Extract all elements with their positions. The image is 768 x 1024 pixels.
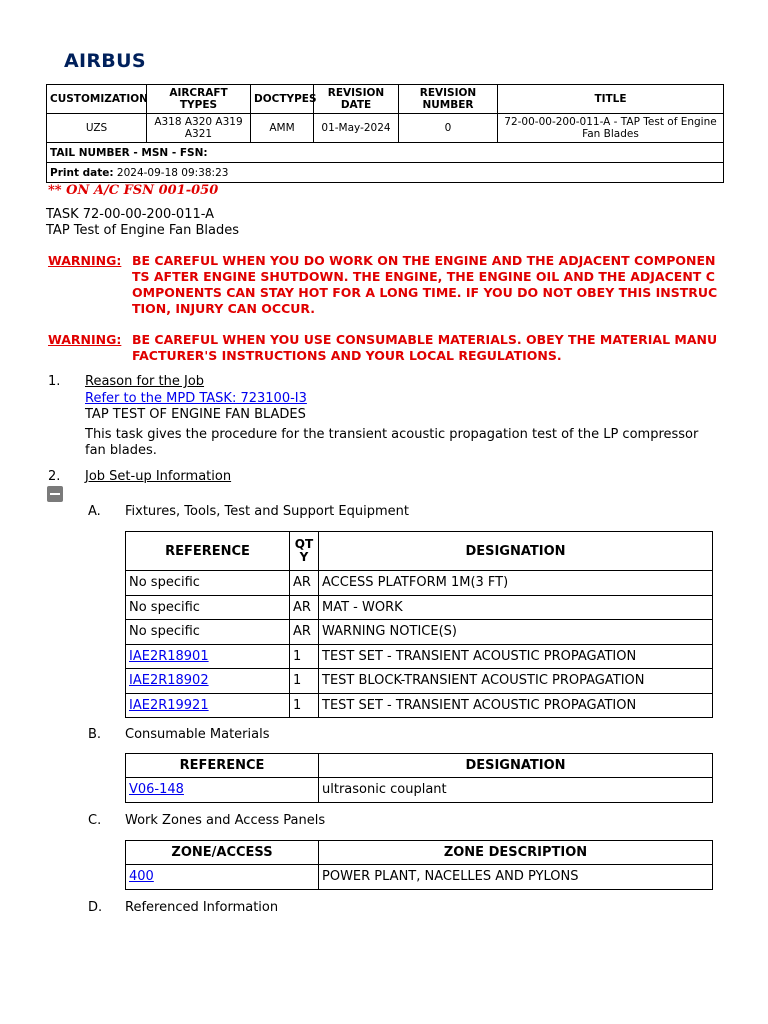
print-date-row bbox=[47, 163, 724, 183]
designation-cell: WARNING NOTICE(S) bbox=[319, 620, 713, 645]
title-value: 72-00-00-200-011-A - TAP Test of Engine Fan Blades bbox=[498, 114, 724, 143]
task-id: TASK 72-00-00-200-011-A bbox=[46, 207, 215, 222]
customization-value: UZS bbox=[47, 114, 147, 143]
qty-cell: AR bbox=[290, 620, 319, 645]
qty-cell: AR bbox=[290, 571, 319, 596]
document-header-table bbox=[46, 84, 724, 183]
table-row bbox=[126, 865, 713, 890]
revision-number-value: 0 bbox=[399, 114, 498, 143]
table-row bbox=[126, 620, 713, 645]
designation-cell: ACCESS PLATFORM 1M(3 FT) bbox=[319, 571, 713, 596]
section-1-number: 1. bbox=[48, 374, 61, 389]
task-title: TAP Test of Engine Fan Blades bbox=[46, 223, 240, 238]
tools-equipment-table bbox=[125, 531, 713, 718]
warning-consumables bbox=[48, 332, 722, 364]
subsection-c-title: Work Zones and Access Panels bbox=[125, 813, 326, 828]
qty-cell: 1 bbox=[290, 669, 319, 694]
effectivity-note: ** ON A/C FSN 001-050 bbox=[48, 183, 219, 198]
warning-hot-engine bbox=[48, 253, 722, 317]
qty-cell: 1 bbox=[290, 644, 319, 669]
header-customization: CUSTOMIZATION bbox=[47, 85, 147, 114]
column-header: DESIGNATION bbox=[319, 754, 713, 778]
header-revision-date: REVISION DATE bbox=[314, 85, 399, 114]
column-header: REFERENCE bbox=[126, 754, 319, 778]
warning-text: BE CAREFUL WHEN YOU DO WORK ON THE ENGINE AND THE ADJACENT COMPONENTS AFTER ENGINE SHUTDOWN. THE ENGINE, THE ENGINE OIL AND THE ADJACENT COMPONENTS CAN STAY HOT FOR A LONG TIME. IF YOU DO NOT OBEY THIS INSTRUCTION, INJURY CAN OCCUR. bbox=[132, 253, 718, 316]
column-header: ZONE/ACCESS bbox=[126, 841, 319, 865]
column-header: QTY bbox=[290, 532, 319, 571]
designation-cell: MAT - WORK bbox=[319, 595, 713, 620]
header-revision-number: REVISION NUMBER bbox=[399, 85, 498, 114]
revision-date-value: 01-May-2024 bbox=[314, 114, 399, 143]
subsection-d-letter: D. bbox=[88, 900, 103, 915]
warning-text: BE CAREFUL WHEN YOU USE CONSUMABLE MATERIALS. OBEY THE MATERIAL MANUFACTURER'S INSTRUCTIONS AND YOUR LOCAL REGULATIONS. bbox=[132, 332, 718, 363]
work-zones-table bbox=[125, 840, 713, 890]
aircraft-types-value: A318 A320 A319 A321 bbox=[147, 114, 251, 143]
consumable-materials-table bbox=[125, 753, 713, 803]
table-row bbox=[126, 571, 713, 596]
column-header: DESIGNATION bbox=[319, 532, 713, 571]
table-row bbox=[126, 595, 713, 620]
section-2-number: 2. bbox=[48, 469, 61, 484]
reference-cell: No specific bbox=[126, 571, 290, 596]
subsection-d-title: Referenced Information bbox=[125, 900, 279, 915]
mpd-task-link[interactable]: Refer to the MPD TASK: 723100-I3 bbox=[85, 391, 307, 406]
reference-link[interactable]: IAE2R18902 bbox=[129, 673, 209, 689]
reference-link[interactable]: IAE2R19921 bbox=[129, 697, 209, 713]
designation-cell: TEST BLOCK-TRANSIENT ACOUSTIC PROPAGATION bbox=[319, 669, 713, 694]
subsection-c-letter: C. bbox=[88, 813, 102, 828]
section-1-description: This task gives the procedure for the transient acoustic propagation test of the LP compressor fan blades. bbox=[85, 427, 699, 458]
section-1-line: TAP TEST OF ENGINE FAN BLADES bbox=[85, 407, 306, 422]
designation-cell: ultrasonic couplant bbox=[319, 778, 713, 803]
reference-link[interactable]: IAE2R18901 bbox=[129, 648, 209, 664]
subsection-a-letter: A. bbox=[88, 504, 101, 519]
warning-label: WARNING: bbox=[48, 253, 122, 268]
airbus-logo: AIRBUS bbox=[64, 50, 146, 72]
zone-description-cell: POWER PLANT, NACELLES AND PYLONS bbox=[319, 865, 713, 890]
print-date-value: 2024-09-18 09:38:23 bbox=[116, 166, 229, 179]
section-1-title: Reason for the Job bbox=[85, 374, 205, 389]
header-aircraft-types: AIRCRAFT TYPES bbox=[147, 85, 251, 114]
column-header: REFERENCE bbox=[126, 532, 290, 571]
header-doctypes: DOCTYPES bbox=[251, 85, 314, 114]
column-header: ZONE DESCRIPTION bbox=[319, 841, 713, 865]
table-row bbox=[126, 669, 713, 694]
table-row bbox=[126, 693, 713, 718]
reference-cell: No specific bbox=[126, 620, 290, 645]
task-heading bbox=[46, 207, 239, 239]
designation-cell: TEST SET - TRANSIENT ACOUSTIC PROPAGATION bbox=[319, 644, 713, 669]
qty-cell: AR bbox=[290, 595, 319, 620]
warning-label: WARNING: bbox=[48, 332, 122, 347]
section-2-title: Job Set-up Information bbox=[85, 469, 232, 484]
reference-cell: No specific bbox=[126, 595, 290, 620]
header-title: TITLE bbox=[498, 85, 724, 114]
collapse-toggle-icon[interactable] bbox=[47, 486, 63, 502]
print-date-label: Print date: bbox=[50, 166, 114, 179]
subsection-b-title: Consumable Materials bbox=[125, 727, 270, 742]
doctype-value: AMM bbox=[251, 114, 314, 143]
designation-cell: TEST SET - TRANSIENT ACOUSTIC PROPAGATION bbox=[319, 693, 713, 718]
subsection-b-letter: B. bbox=[88, 727, 102, 742]
qty-cell: 1 bbox=[290, 693, 319, 718]
zone-link[interactable]: 400 bbox=[129, 869, 154, 885]
table-row bbox=[126, 778, 713, 803]
subsection-a-title: Fixtures, Tools, Test and Support Equipment bbox=[125, 504, 409, 519]
table-row bbox=[126, 644, 713, 669]
reference-link[interactable]: V06-148 bbox=[129, 782, 184, 798]
tail-number-row: TAIL NUMBER - MSN - FSN: bbox=[47, 143, 724, 163]
